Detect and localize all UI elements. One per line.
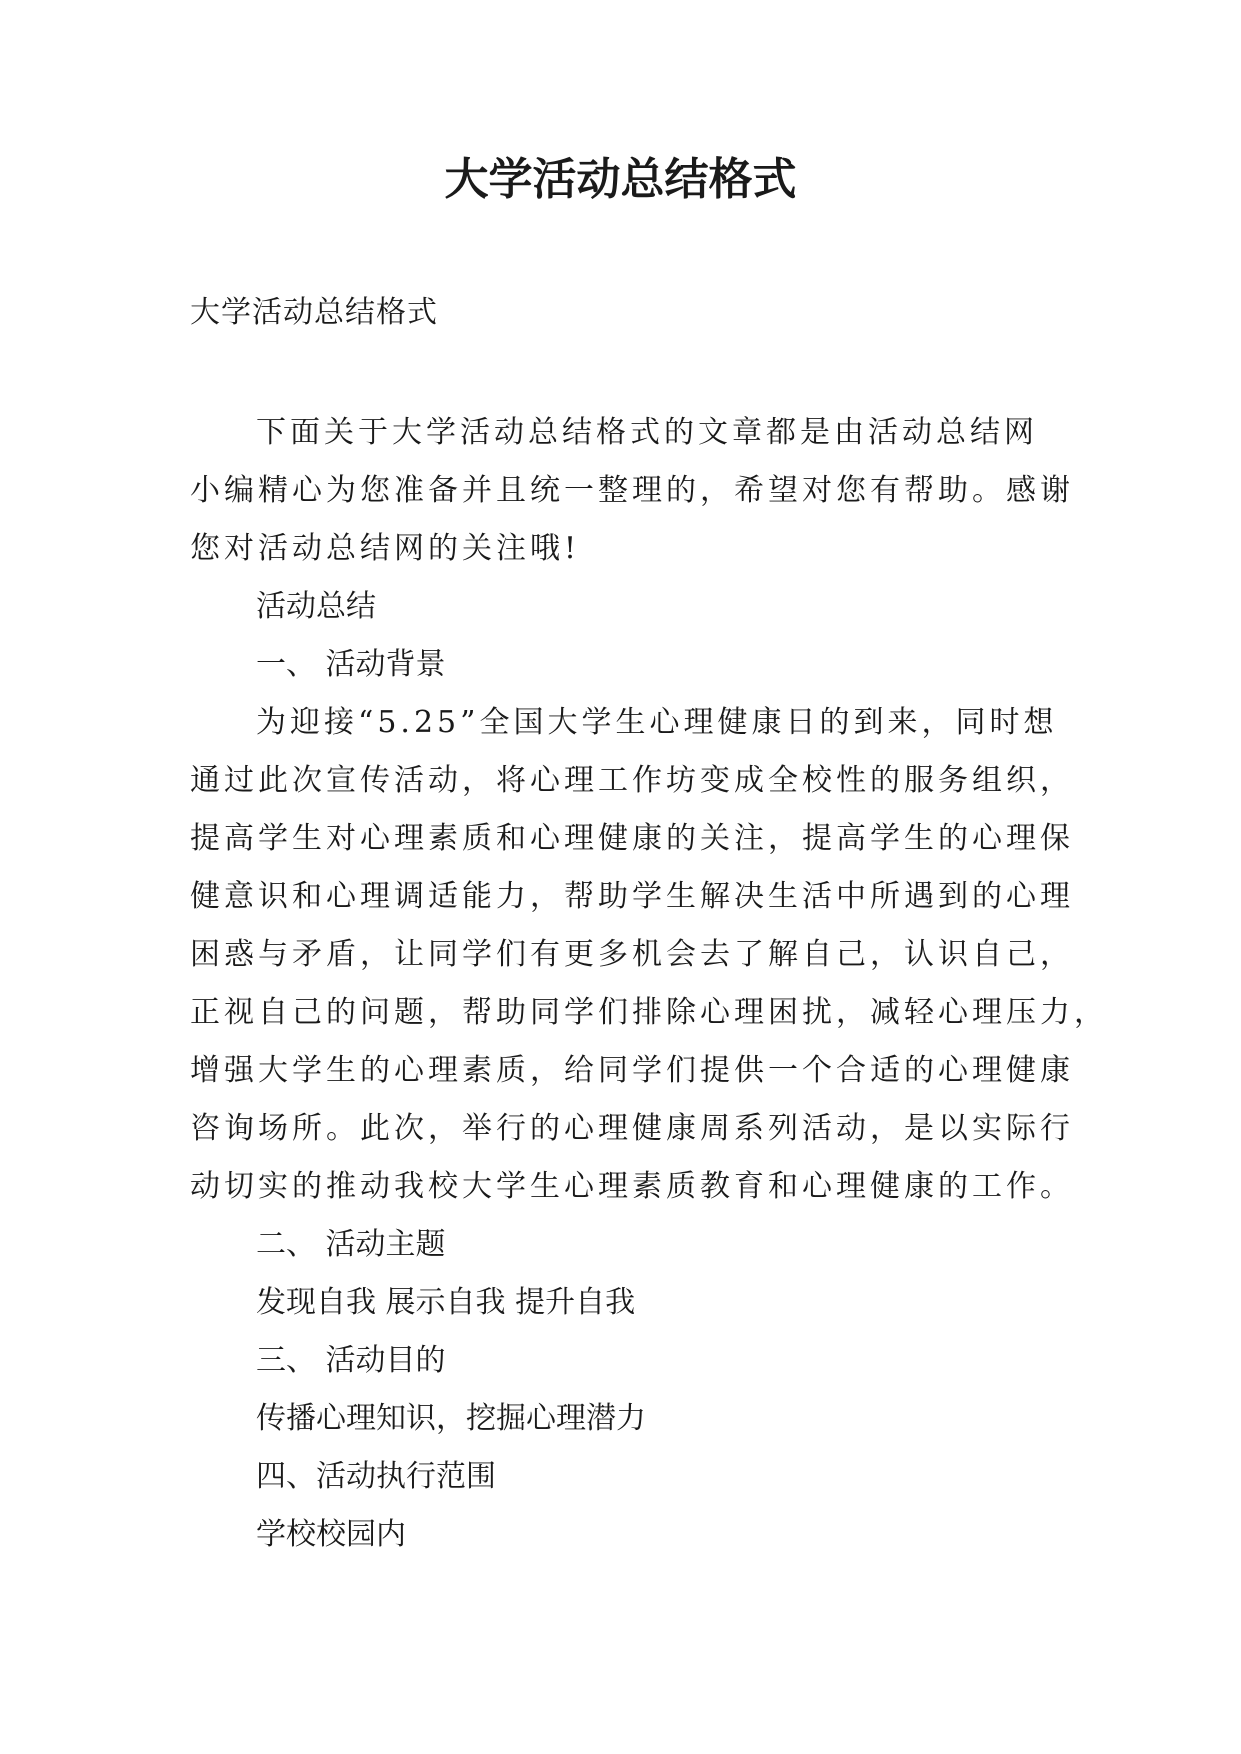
intro-line: 下面关于大学活动总结格式的文章都是由活动总结网 xyxy=(256,415,1038,450)
section-4-heading: 四、活动执行范围 xyxy=(256,1459,496,1494)
section-3-text: 传播心理知识，挖掘心理潜力 xyxy=(256,1401,646,1436)
section-1-paragraph xyxy=(190,694,1108,1216)
section-2-text: 发现自我 展示自我 提升自我 xyxy=(256,1285,636,1320)
paragraph-line: 困惑与矛盾，让同学们有更多机会去了解自己，认识自己， xyxy=(190,937,1074,972)
paragraph-line: 为迎接“5.25”全国大学生心理健康日的到来，同时想 xyxy=(256,705,1058,740)
document-title: 大学活动总结格式 xyxy=(444,154,797,205)
section-1-heading: 一、 活动背景 xyxy=(256,647,446,682)
intro-line: 您对活动总结网的关注哦! xyxy=(190,531,581,566)
paragraph-line: 咨询场所。此次，举行的心理健康周系列活动，是以实际行 xyxy=(190,1111,1074,1146)
section-3-heading: 三、 活动目的 xyxy=(256,1343,446,1378)
section-4-text: 学校校园内 xyxy=(256,1517,406,1552)
section-2-heading: 二、 活动主题 xyxy=(256,1227,446,1262)
intro-line: 小编精心为您准备并且统一整理的，希望对您有帮助。感谢 xyxy=(190,473,1074,508)
document-subtitle: 大学活动总结格式 xyxy=(190,295,438,330)
paragraph-line: 提高学生对心理素质和心理健康的关注，提高学生的心理保 xyxy=(190,821,1074,856)
paragraph-line: 通过此次宣传活动，将心理工作坊变成全校性的服务组织， xyxy=(190,763,1074,798)
paragraph-line: 健意识和心理调适能力，帮助学生解决生活中所遇到的心理 xyxy=(190,879,1074,914)
paragraph-line: 增强大学生的心理素质，给同学们提供一个合适的心理健康 xyxy=(190,1053,1074,1088)
document-body xyxy=(190,404,1108,1564)
section-heading: 活动总结 xyxy=(256,589,376,624)
paragraph-line: 正视自己的问题，帮助同学们排除心理困扰，减轻心理压力， xyxy=(190,995,1108,1030)
intro-paragraph xyxy=(190,404,1074,578)
paragraph-line: 动切实的推动我校大学生心理素质教育和心理健康的工作。 xyxy=(190,1169,1074,1204)
